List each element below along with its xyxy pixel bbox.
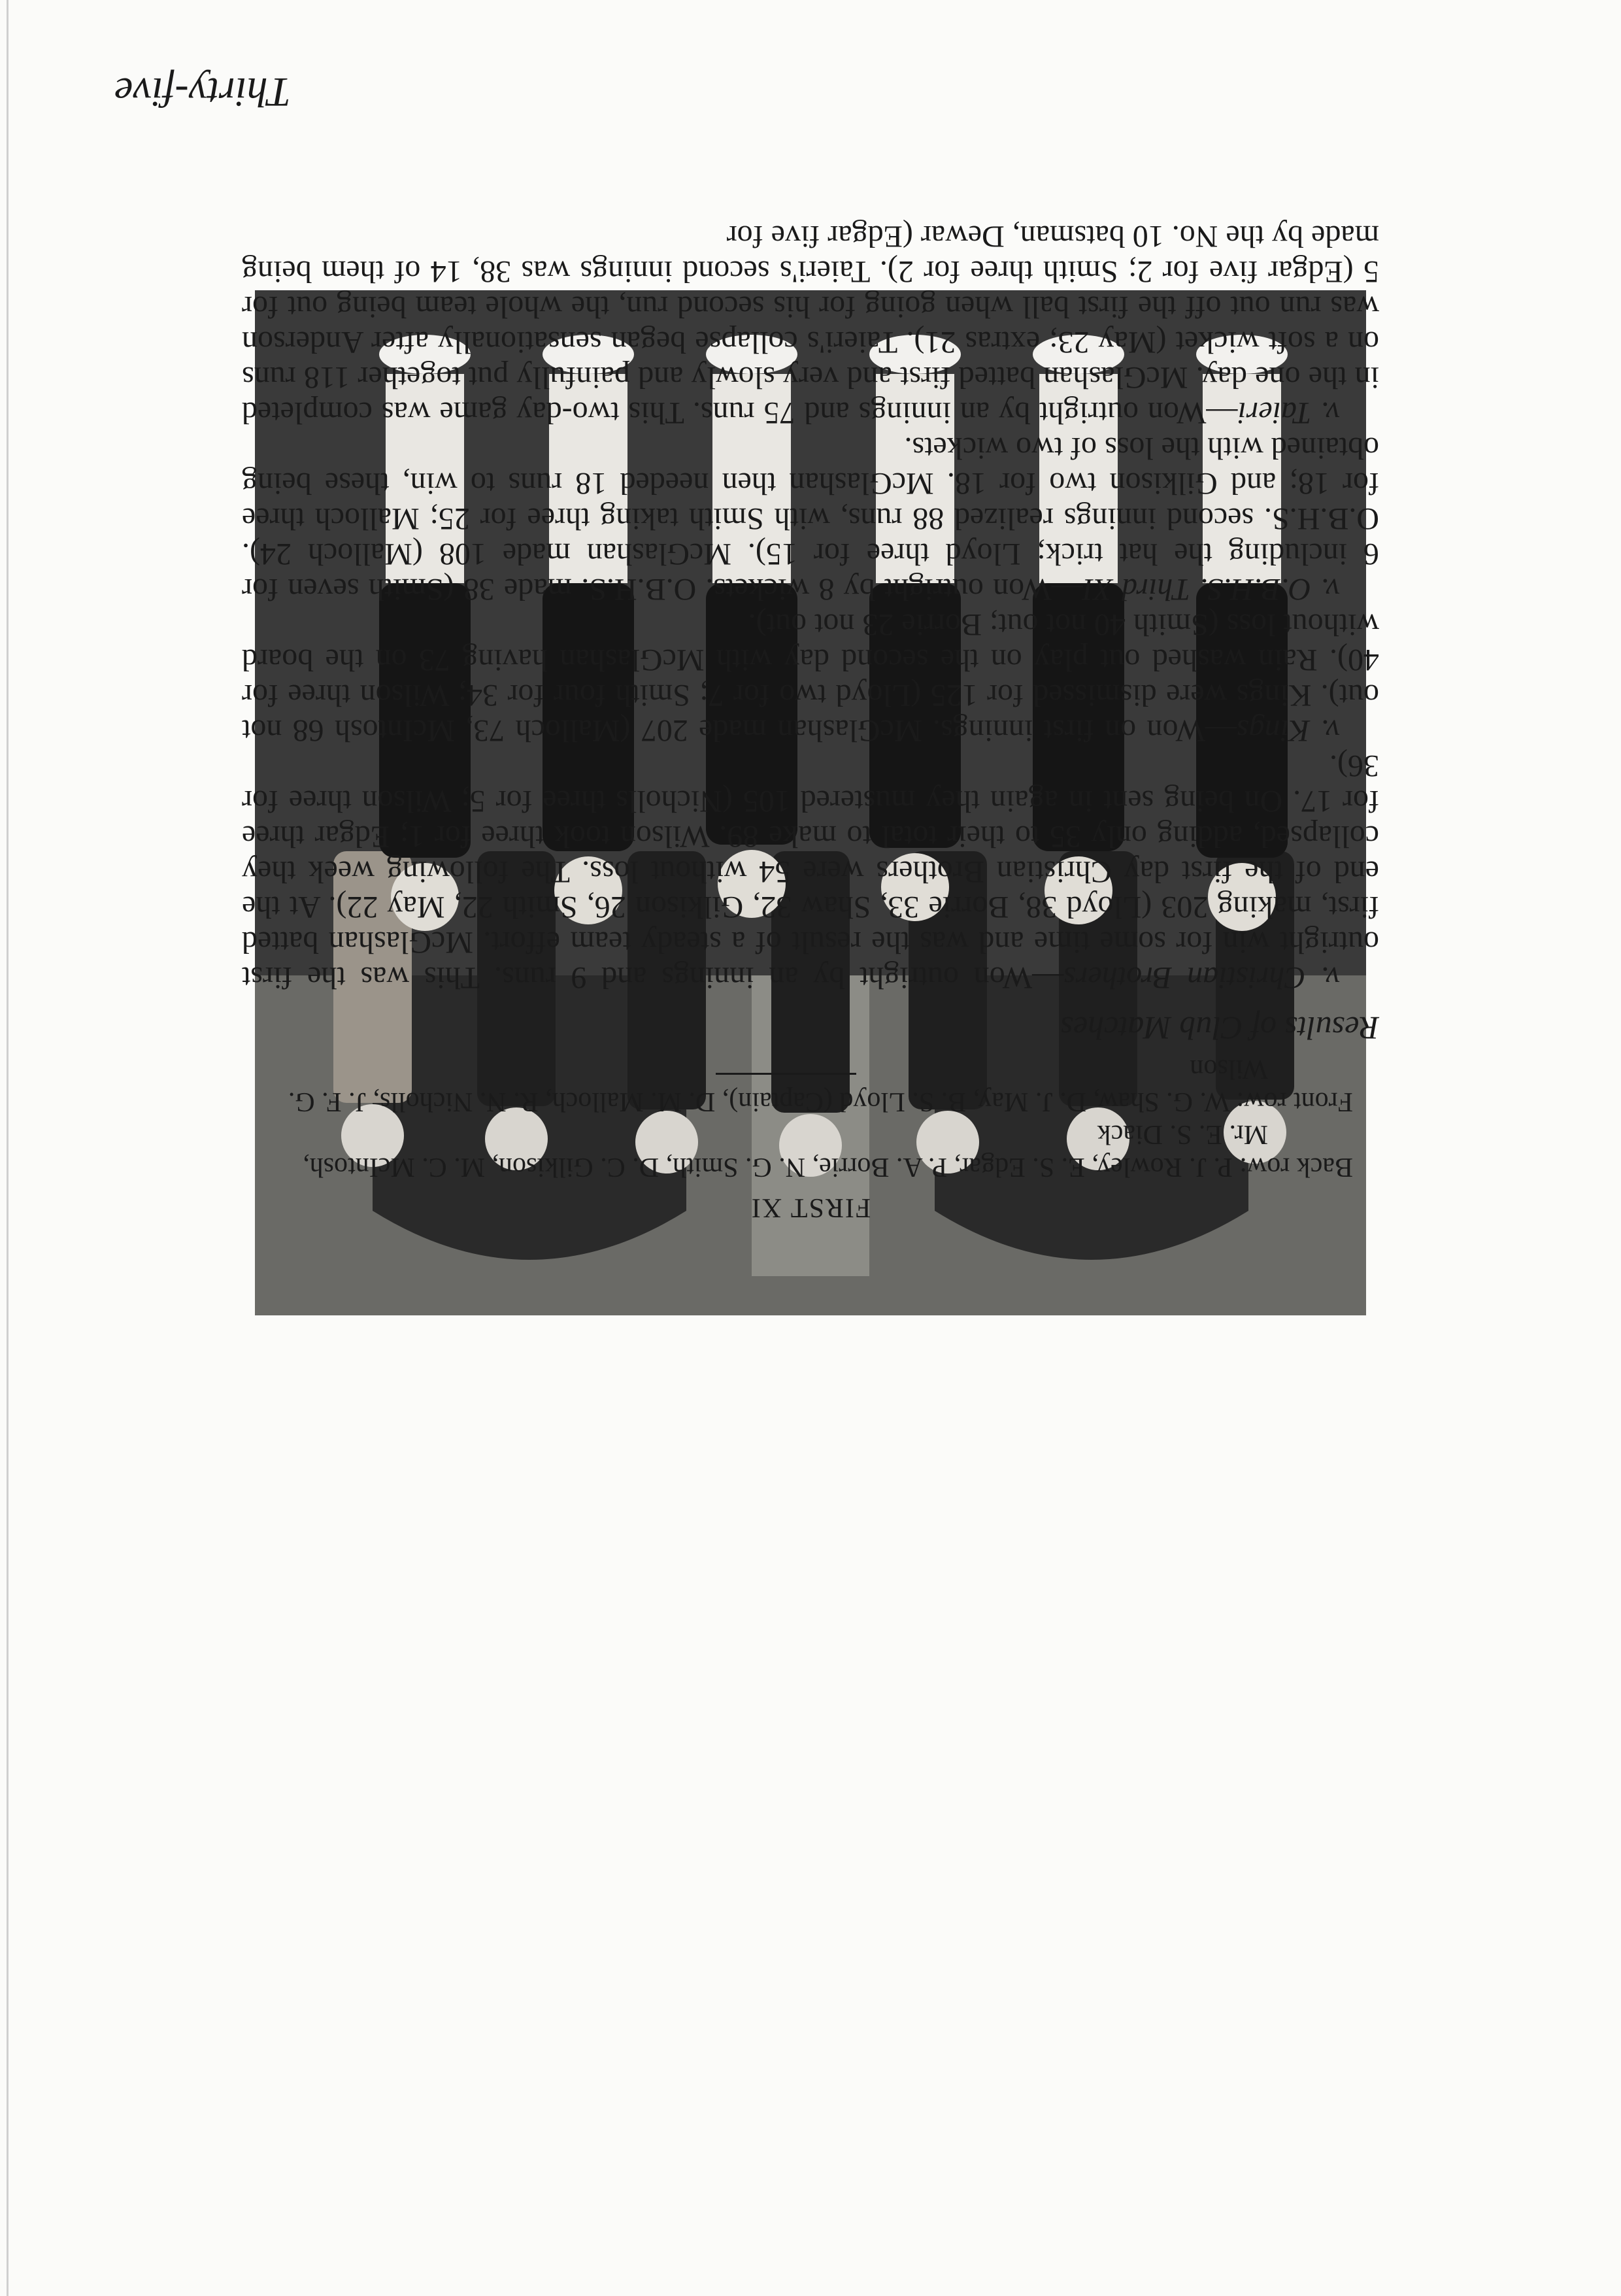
match-opponent: Kings [1236,713,1310,748]
match-prefix: v. [1311,396,1340,430]
match-reports [242,218,1379,995]
page-number: Thirty-five [114,69,292,116]
section-divider [716,1073,856,1075]
section-heading: Results of Club Matches [1060,1010,1379,1047]
match-opponent: Christian Brothers [1063,960,1306,995]
match-prefix: v. [1305,960,1340,995]
match-opponent: O.B.H.S. Third XI [1082,572,1311,607]
match-text: —Won outright by an innings and 75 runs. This two-day game was completed in the one day. McGlashan batted first and very slowly and painfully put together 118 runs on a soft wicket (May 23; extras 21). Taieri's collapse began sensationally after Anderson was run out off the first ball when going for his second run, the whole team being out for 5 (Edgar five for 2; Smith three for 2). Taieri's second innings was 38, 14 of them being made by the No. 10 batsman, Dewar (Edgar five for [242,219,1379,430]
photo-caption [268,1053,1353,1224]
match-report [242,218,1379,430]
match-report [242,430,1379,607]
match-prefix: v. [1311,572,1340,607]
match-text: —Won on first innings. McGlashan made 207 (Malloch 73, McIntosh 68 not out). Kings were dismissed for 125 (Lloyd two for 7; Smith four for 34; Wilson three for 40). Rain washed out play on the second day with McGlashan having 73 on the board without loss (Smith 40 not out; Borrie 23 not out). [242,607,1379,748]
match-report [242,748,1379,995]
back-row-names: Back row: P. J. Rowley, E. S. Edgar, P. A. Borrie, N. G. Smith, D. C. Gilkison, M. C. McIntosh, Mr. E. S. Diack [303,1119,1353,1182]
photo-title: FIRST XI [750,1192,871,1223]
match-text: —Won outright by an innings and 9 runs. This was the first outright win for some time and was the result of a steady team effort. McGlashan batted first, making 203 (Lloyd 38, Borrie 33, Shaw 32, Gilkison 26, Smith 22, May 22). At the end of the first day Christian Brothers were 54 without loss. The following week they collapsed, adding only 35 to their total to make 89. Wilson took three for 1; Edgar three for 17. On being sent in again they mustered 105 (Nicholls three for 5; Wilson three for 36). [241,749,1379,995]
front-row-names: Front row: W. G. Shaw, D. J. May, B. S. Lloyd (Captain), D. M. Malloch, R. N. Nicholls, J. F. G. Wilson [288,1054,1353,1117]
match-report [242,607,1379,748]
match-prefix: v. [1309,713,1340,748]
match-text: —Won outright by 8 wickets. O.B.H.S. made 38 (Smith seven for 6 including the hat trick; Lloyd three for 15). McGlashan made 108 (Malloch 24). O.B.H.S. second innings realized 88 runs, with Smith taking three for 25; Malloch three for 18; and Gilkison two for 18. McGlashan then needed 18 runs to win, these being obtained with the loss of two wickets. [242,431,1379,607]
match-opponent: Taieri [1237,396,1312,430]
